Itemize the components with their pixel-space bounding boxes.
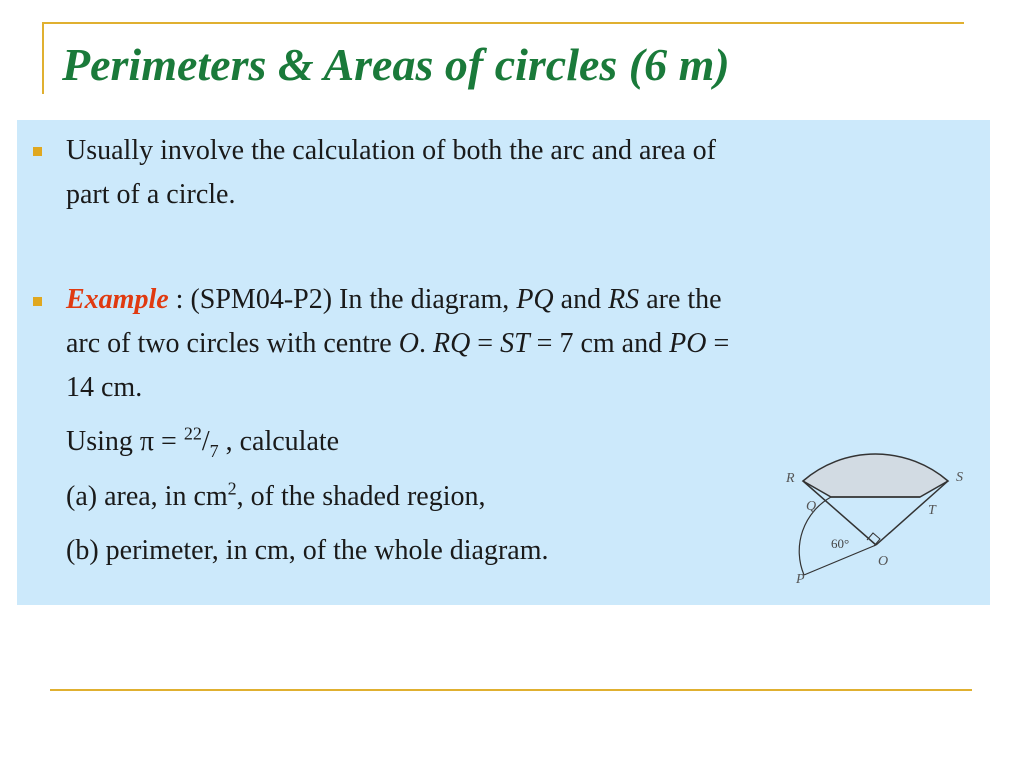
text-span: (b) perimeter, in cm, of the whole diagram. bbox=[66, 535, 549, 566]
text-span: are the bbox=[639, 284, 722, 315]
label-t: T bbox=[928, 503, 936, 518]
math-rs: RS bbox=[608, 284, 640, 315]
label-r: R bbox=[786, 471, 795, 486]
part-a-line bbox=[66, 474, 486, 519]
text-span: , of the shaded region, bbox=[236, 481, 486, 512]
frame-left-line bbox=[42, 22, 44, 94]
bullet-marker bbox=[33, 147, 42, 156]
text-span: . bbox=[418, 328, 433, 359]
shaded-region bbox=[803, 454, 948, 497]
sector-diagram-svg bbox=[770, 420, 990, 600]
text-span: part of a circle. bbox=[66, 179, 236, 210]
angle-label: 60° bbox=[831, 536, 850, 551]
label-q: Q bbox=[806, 499, 817, 514]
math-rq: RQ bbox=[432, 328, 471, 359]
bullet-text-line bbox=[66, 172, 235, 217]
text-span: and bbox=[553, 284, 609, 315]
text-span: 14 cm. bbox=[66, 372, 143, 403]
frame-top-line bbox=[42, 22, 964, 24]
fraction-slash: / bbox=[201, 426, 210, 457]
text-span: Usually involve the calculation of both the arc and area of bbox=[66, 135, 716, 166]
text-span: : (SPM04-P2) In the diagram, bbox=[168, 284, 517, 315]
example-line bbox=[66, 365, 142, 410]
slide-title: Perimeters & Areas of circles (6 m) bbox=[62, 39, 730, 90]
text-span: arc of two circles with centre bbox=[66, 328, 399, 359]
math-pq: PQ bbox=[516, 284, 554, 315]
math-po: PO bbox=[669, 328, 707, 359]
text-span: , calculate bbox=[218, 426, 340, 457]
text-span: = bbox=[706, 328, 730, 359]
bullet-marker bbox=[33, 297, 42, 306]
footer-line bbox=[50, 689, 972, 691]
text-span: = 7 cm and bbox=[529, 328, 670, 359]
fraction-numerator: 22 bbox=[183, 423, 202, 444]
fraction-denominator: 7 bbox=[209, 441, 219, 461]
text-span: = bbox=[470, 328, 501, 359]
label-o: O bbox=[878, 554, 889, 569]
text-span: (a) area, in cm bbox=[66, 481, 228, 512]
using-line bbox=[66, 419, 339, 467]
text-span: Using π = bbox=[66, 426, 184, 457]
superscript: 2 bbox=[227, 478, 237, 499]
sector-diagram bbox=[770, 420, 990, 600]
example-line bbox=[66, 321, 729, 366]
example-label: Example bbox=[66, 284, 169, 315]
math-o: O bbox=[398, 328, 419, 359]
part-b-line bbox=[66, 528, 548, 573]
bullet-text-line bbox=[66, 128, 716, 173]
label-s: S bbox=[956, 470, 963, 485]
label-p: P bbox=[796, 572, 805, 587]
example-line bbox=[66, 277, 722, 322]
math-st: ST bbox=[500, 328, 530, 359]
